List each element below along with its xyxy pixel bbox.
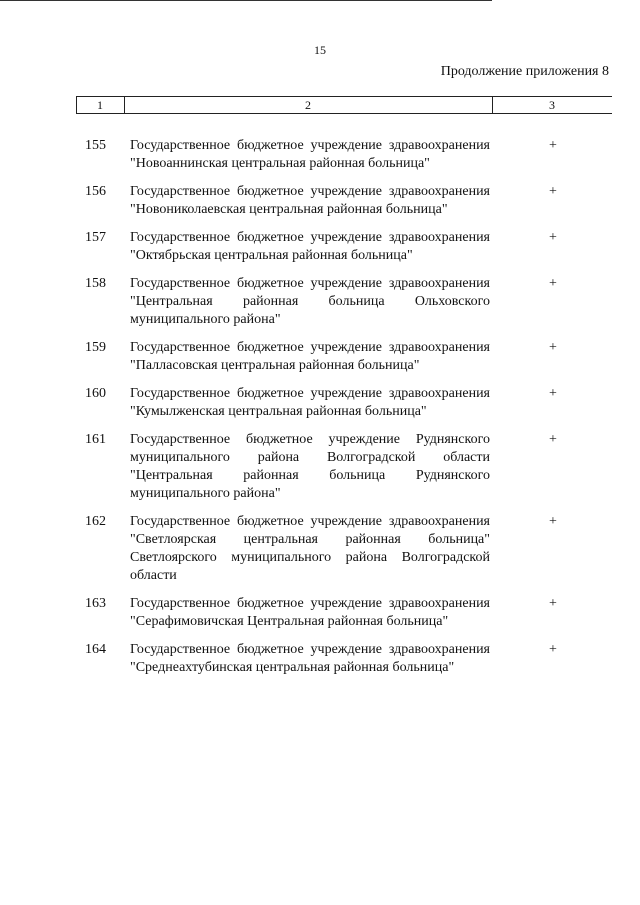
row-mark: + bbox=[549, 230, 557, 245]
row-number: 162 bbox=[85, 514, 106, 529]
page-number: 15 bbox=[314, 43, 326, 57]
row-number: 159 bbox=[85, 340, 106, 355]
row-number: 157 bbox=[85, 230, 106, 245]
institution-name: Государственное бюджетное учреждение здравоохранения "Светлоярская центральная районная больница" Светлоярского муниципального района Волгоградской области bbox=[130, 514, 490, 583]
header-col-3: 3 bbox=[549, 98, 555, 112]
institution-name: Государственное бюджетное учреждение здравоохранения "Новоаннинская центральная районная больница" bbox=[130, 138, 490, 171]
row-mark: + bbox=[549, 432, 557, 447]
table-row bbox=[76, 339, 612, 375]
table-row bbox=[76, 275, 612, 329]
row-mark: + bbox=[549, 642, 557, 657]
institution-name: Государственное бюджетное учреждение здравоохранения "Октябрьская центральная районная больница" bbox=[130, 230, 490, 263]
row-number: 161 bbox=[85, 432, 106, 447]
table-header-row bbox=[76, 96, 612, 114]
institution-name: Государственное бюджетное учреждение здравоохранения "Среднеахтубинская центральная районная больница" bbox=[130, 642, 490, 675]
table-row bbox=[76, 229, 612, 265]
row-number: 158 bbox=[85, 276, 106, 291]
row-mark: + bbox=[549, 184, 557, 199]
row-number: 155 bbox=[85, 138, 106, 153]
row-number: 160 bbox=[85, 386, 106, 401]
header-col-1: 1 bbox=[97, 98, 103, 112]
table-row bbox=[76, 641, 612, 677]
row-number: 164 bbox=[85, 642, 106, 657]
row-mark: + bbox=[549, 596, 557, 611]
table-row bbox=[76, 431, 612, 503]
appendix-continuation-label: Продолжение приложения 8 bbox=[440, 64, 609, 79]
row-mark: + bbox=[549, 340, 557, 355]
institution-name: Государственное бюджетное учреждение Руднянского муниципального района Волгоградской области "Центральная районная больница Руднянского муниципального района" bbox=[130, 432, 490, 501]
table-body bbox=[76, 137, 612, 677]
institution-name: Государственное бюджетное учреждение здравоохранения "Кумылженская центральная районная больница" bbox=[130, 386, 490, 419]
row-mark: + bbox=[549, 138, 557, 153]
row-mark: + bbox=[549, 386, 557, 401]
table-row bbox=[76, 183, 612, 219]
row-mark: + bbox=[549, 276, 557, 291]
table-row bbox=[76, 137, 612, 173]
header-col-2: 2 bbox=[305, 98, 311, 112]
table-row bbox=[76, 385, 612, 421]
institution-name: Государственное бюджетное учреждение здравоохранения "Новониколаевская центральная районная больница" bbox=[130, 184, 490, 217]
table-row bbox=[76, 595, 612, 631]
row-number: 156 bbox=[85, 184, 106, 199]
row-number: 163 bbox=[85, 596, 106, 611]
institution-name: Государственное бюджетное учреждение здравоохранения "Палласовская центральная районная больница" bbox=[130, 340, 490, 373]
table-row bbox=[76, 513, 612, 585]
top-rule bbox=[0, 0, 492, 1]
institution-name: Государственное бюджетное учреждение здравоохранения "Центральная районная больница Ольховского муниципального района" bbox=[130, 276, 490, 327]
institution-name: Государственное бюджетное учреждение здравоохранения "Серафимовичская Центральная районная больница" bbox=[130, 596, 490, 629]
row-mark: + bbox=[549, 514, 557, 529]
